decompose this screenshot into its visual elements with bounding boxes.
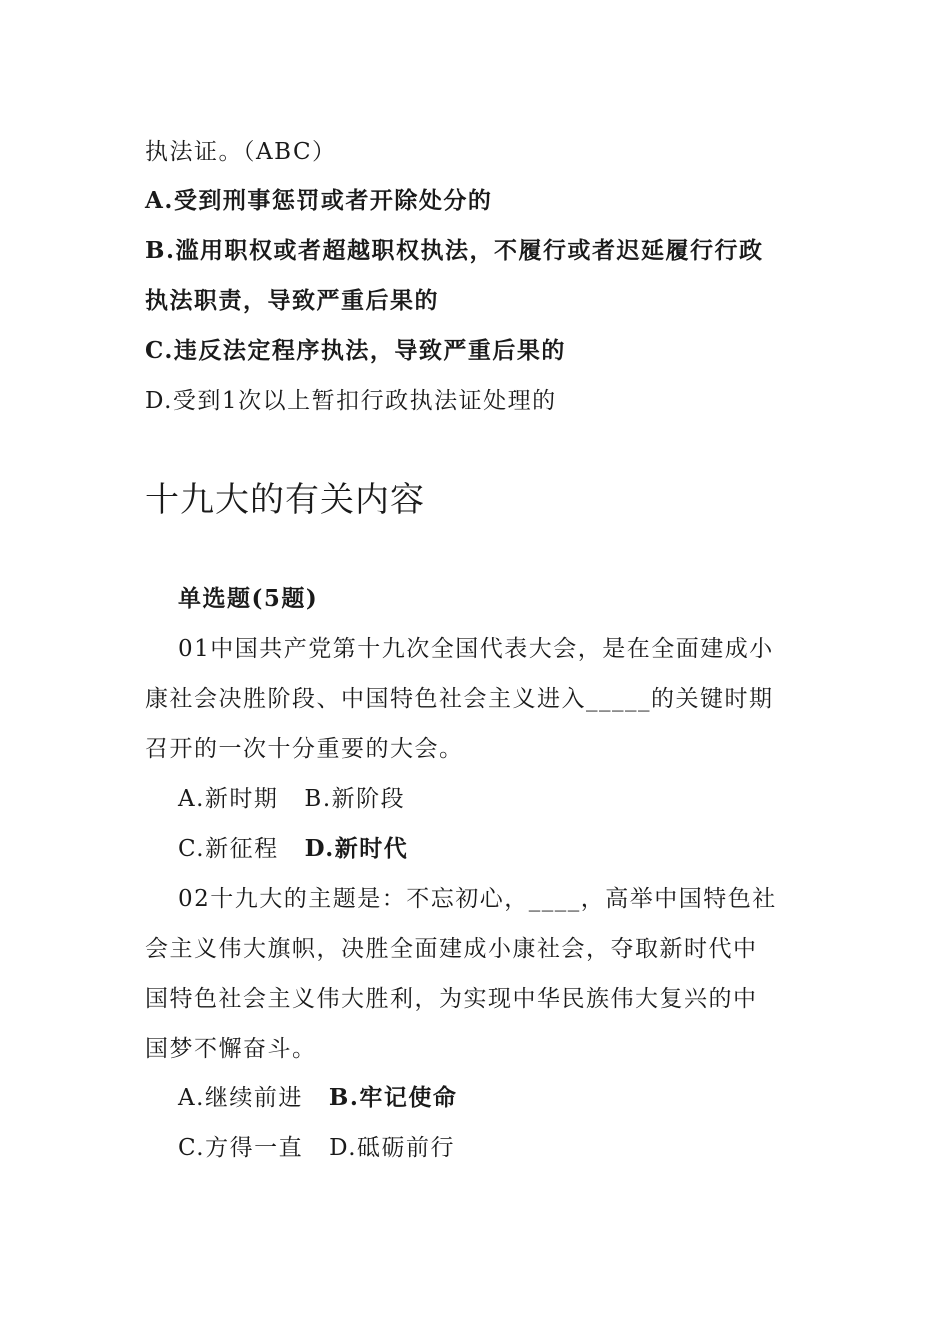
- q1-line-1: 01中国共产党第十九次全国代表大会，是在全面建成小: [178, 636, 774, 662]
- q1-line-2: 康社会决胜阶段、中国特色社会主义进入_____的关键时期: [145, 686, 774, 712]
- q1-option-d: D.新时代: [304, 835, 409, 862]
- q2-line-1: 02十九大的主题是：不忘初心，____，高举中国特色社: [178, 886, 777, 912]
- q2-option-d: D.砥砺前行: [329, 1135, 456, 1161]
- section-subtitle: 单选题(5题): [178, 585, 319, 612]
- prev-option-b-line2: 执法职责，导致严重后果的: [145, 287, 439, 314]
- prev-option-b-line1: B.滥用职权或者超越职权执法，不履行或者迟延履行行政: [145, 237, 764, 264]
- q2-line-4: 国梦不懈奋斗。: [145, 1036, 317, 1062]
- q1-option-b: B.新阶段: [304, 786, 406, 812]
- q2-option-a: A.继续前进: [178, 1085, 303, 1111]
- q2-option-c: C.方得一直: [178, 1135, 304, 1161]
- prev-question-tail: 执法证。（ABC）: [145, 139, 337, 165]
- q1-options-row-2: [178, 834, 408, 864]
- q1-line-3: 召开的一次十分重要的大会。: [145, 736, 464, 762]
- q2-line-3: 国特色社会主义伟大胜利，为实现中华民族伟大复兴的中: [145, 986, 758, 1012]
- section-title: 十九大的有关内容: [145, 480, 425, 520]
- q1-option-a: A.新时期: [178, 786, 279, 812]
- prev-option-a: A.受到刑事惩罚或者开除处分的: [145, 187, 493, 214]
- q2-options-row-1: [178, 1083, 457, 1113]
- q1-options-row-1: [178, 784, 405, 814]
- q2-option-b: B.牢记使命: [328, 1084, 458, 1111]
- prev-option-d: D.受到1次以上暂扣行政执法证处理的: [145, 388, 557, 414]
- q1-option-c: C.新征程: [178, 836, 279, 862]
- prev-option-c: C.违反法定程序执法，导致严重后果的: [145, 337, 566, 364]
- q2-line-2: 会主义伟大旗帜，决胜全面建成小康社会，夺取新时代中: [145, 936, 758, 962]
- q2-options-row-2: [178, 1133, 455, 1163]
